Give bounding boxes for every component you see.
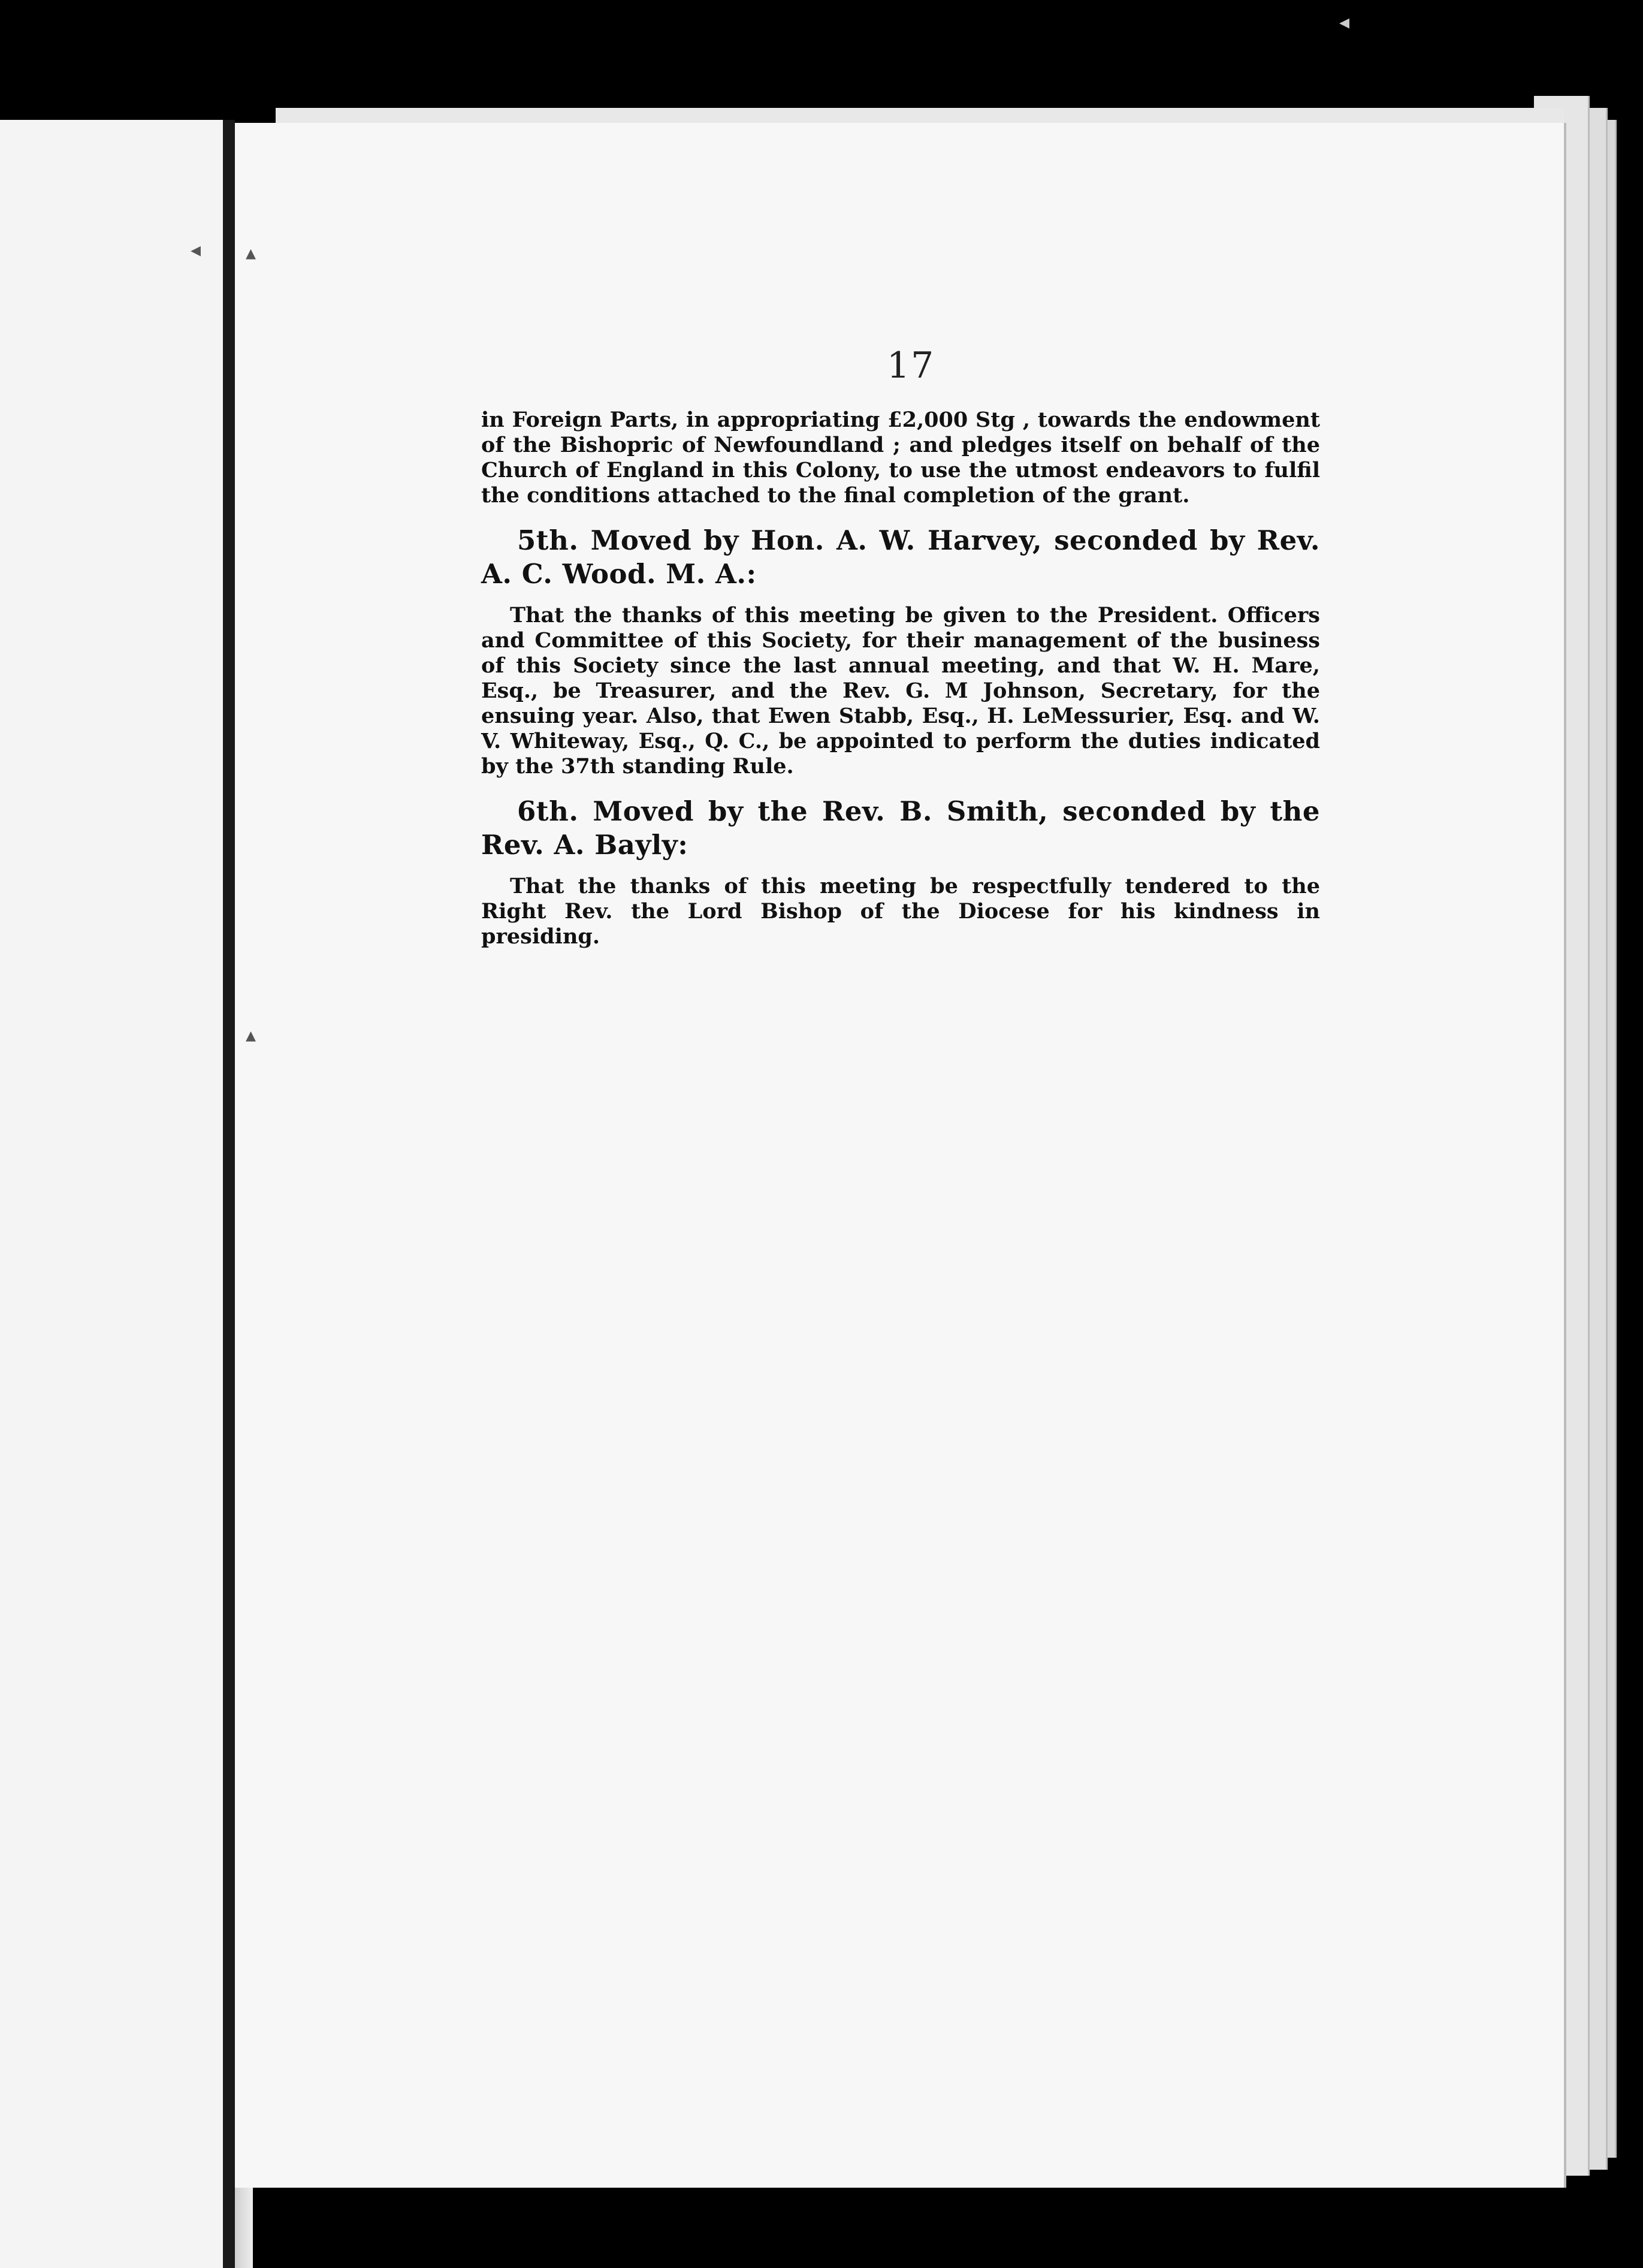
page-number: 17 <box>887 345 935 387</box>
paragraph-resolution-continued: in Foreign Parts, in appropriating £2,000 Stg , towards the endowment of the Bishopric of Newfoundland ; and pledges itself on behalf of the Church of England in this Colony, to use the utmost endeavors to fulfil the conditions attached to the final completion of the grant. <box>481 408 1320 508</box>
margin-mark: ▴ <box>246 241 256 265</box>
book-gutter <box>223 120 235 2268</box>
motion-heading-6th: 6th. Moved by the Rev. B. Smith, seconded by the Rev. A. Bayly: <box>481 795 1320 861</box>
margin-mark: ▴ <box>246 1023 256 1047</box>
margin-mark: ◂ <box>191 238 201 262</box>
paragraph-motion-6th: That the thanks of this meeting be respectfully tendered to the Right Rev. the Lord Bishop of the Diocese for his kindness in presiding. <box>481 874 1320 949</box>
document-page <box>235 123 1566 2188</box>
motion-heading-5th: 5th. Moved by Hon. A. W. Harvey, seconded by Rev. A. C. Wood. M. A.: <box>481 524 1320 590</box>
paragraph-motion-5th: That the thanks of this meeting be given to the President. Officers and Committee of this Society, for their management of the business of this Society since the last annual meeting, and that W. H. Mare, Esq., be Treasurer, and the Rev. G. M Johnson, Secretary, for the ensuing year. Also, that Ewen Stabb, Esq., H. LeMessurier, Esq. and W. V. Whiteway, Esq., Q. C., be appointed to perform the duties indicated by the 37th standing Rule. <box>481 603 1320 779</box>
page-text <box>481 408 1320 949</box>
facing-blank-page <box>0 120 223 2268</box>
margin-mark: ◂ <box>1339 10 1350 34</box>
